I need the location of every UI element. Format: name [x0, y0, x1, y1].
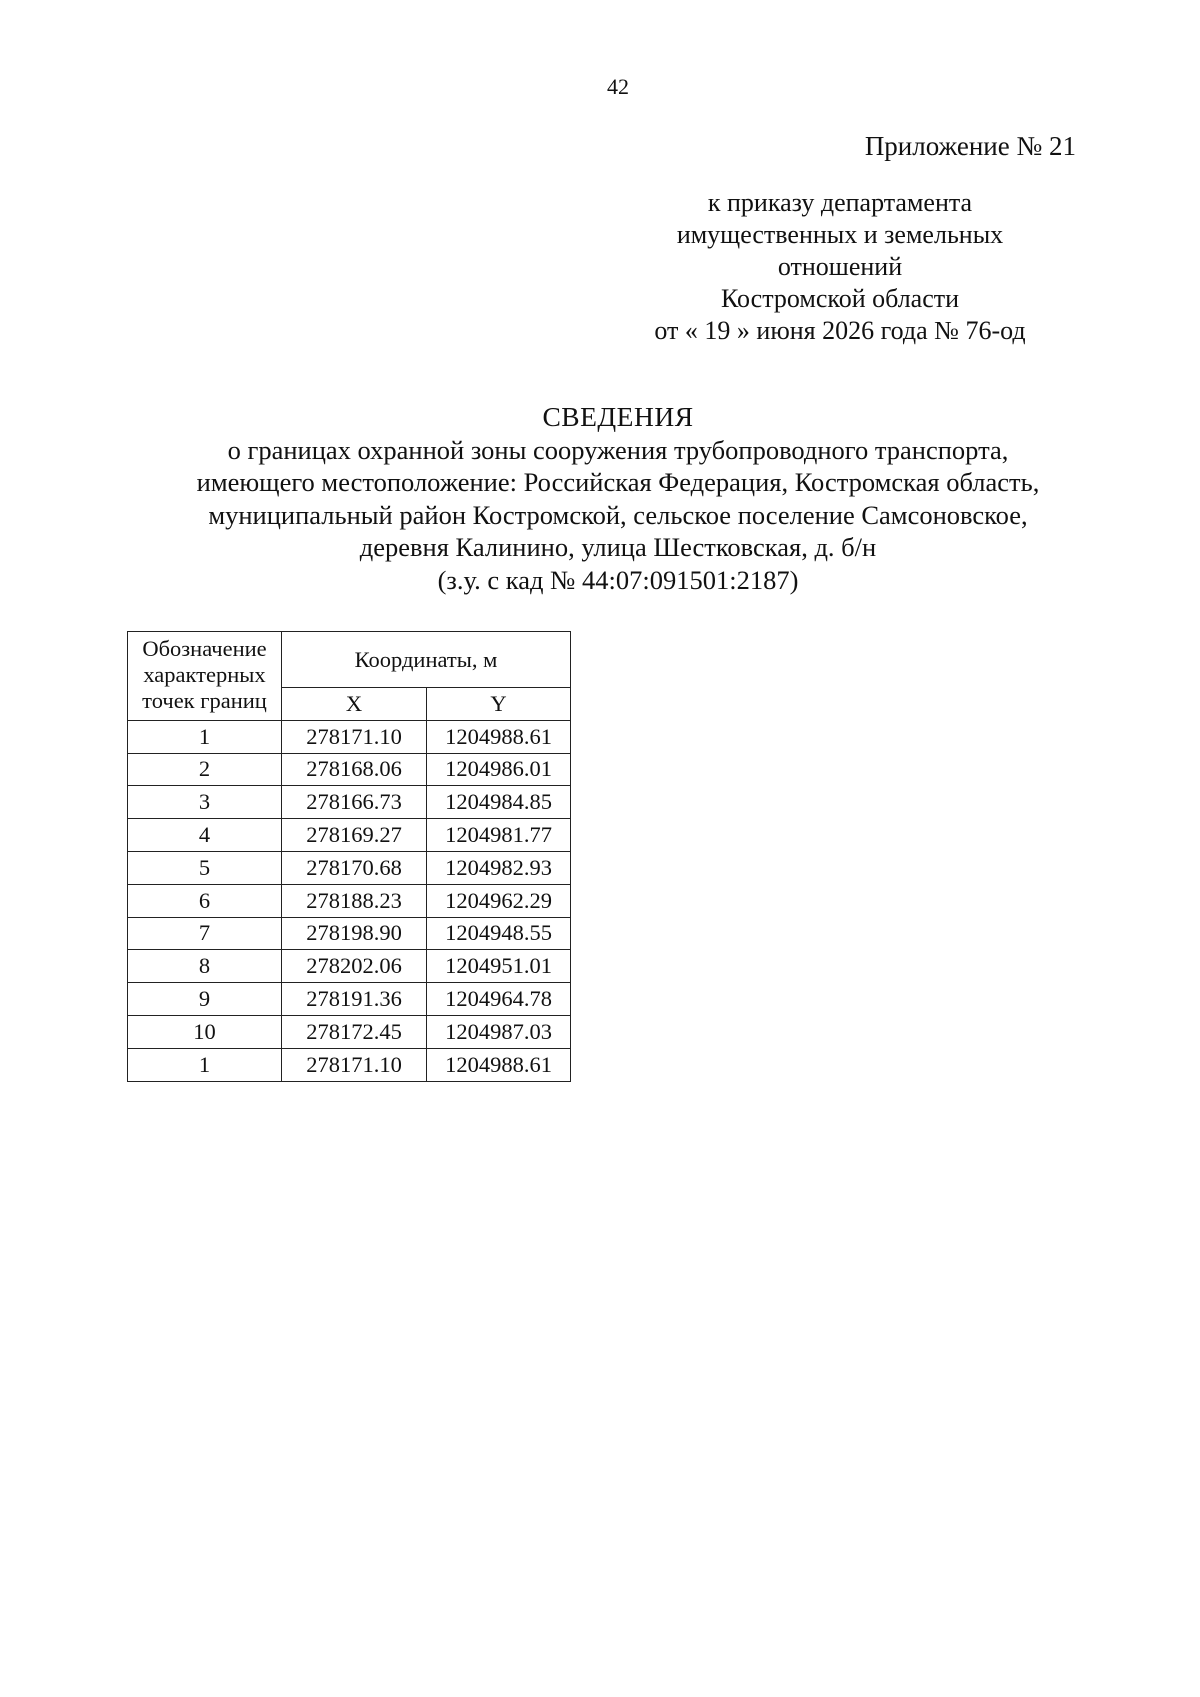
table-row: [128, 786, 571, 819]
cadastral-number-line: (з.у. с кад № 44:07:091501:2187): [437, 564, 799, 595]
point-cell: 5: [128, 851, 282, 884]
table-row: [128, 983, 571, 1016]
table-row: [128, 851, 571, 884]
point-header-line: Обозначение: [142, 636, 267, 661]
coordinates-header: Координаты, м: [282, 632, 571, 688]
table-row: [128, 819, 571, 852]
order-date-line: от « 19 » июня 2026 года № 76-од: [654, 316, 1026, 345]
x-header: X: [282, 688, 427, 721]
y-coordinate-cell: 1204948.55: [427, 917, 571, 950]
order-reference: [620, 187, 1060, 347]
subtitle-line: деревня Калинино, улица Шестковская, д. б/н: [359, 532, 877, 562]
x-coordinate-cell: 278168.06: [282, 753, 427, 786]
x-coordinate-cell: 278171.10: [282, 720, 427, 753]
x-coordinate-cell: 278198.90: [282, 917, 427, 950]
point-cell: 10: [128, 1015, 282, 1048]
x-coordinate-cell: 278188.23: [282, 884, 427, 917]
table-header-row: [128, 632, 571, 688]
order-line: имущественных и земельных: [676, 220, 1004, 249]
y-coordinate-cell: 1204987.03: [427, 1015, 571, 1048]
point-cell: 4: [128, 819, 282, 852]
point-cell: 3: [128, 786, 282, 819]
table-row: [128, 1048, 571, 1081]
point-cell: 8: [128, 950, 282, 983]
point-cell: 1: [128, 720, 282, 753]
order-line: отношений: [777, 252, 903, 281]
y-coordinate-cell: 1204984.85: [427, 786, 571, 819]
y-coordinate-cell: 1204982.93: [427, 851, 571, 884]
document-title: [0, 401, 1200, 596]
y-coordinate-cell: 1204988.61: [427, 1048, 571, 1081]
x-coordinate-cell: 278172.45: [282, 1015, 427, 1048]
y-coordinate-cell: 1204981.77: [427, 819, 571, 852]
y-coordinate-cell: 1204962.29: [427, 884, 571, 917]
page-number: 42: [607, 74, 629, 99]
point-header-line: точек границ: [142, 688, 267, 713]
coordinates-table: [127, 631, 571, 1082]
x-coordinate-cell: 278171.10: [282, 1048, 427, 1081]
table-row: [128, 917, 571, 950]
appendix-label: Приложение № 21: [864, 131, 1076, 161]
subtitle-line: муниципальный район Костромской, сельское поселение Самсоновское,: [208, 499, 1028, 530]
point-header: [128, 632, 282, 721]
x-coordinate-cell: 278170.68: [282, 851, 427, 884]
y-coordinate-cell: 1204964.78: [427, 983, 571, 1016]
subtitle-line: о границах охранной зоны сооружения трубопроводного транспорта,: [227, 434, 1009, 465]
point-header-line: характерных: [143, 662, 266, 687]
order-line: к приказу департамента: [707, 188, 973, 217]
y-header: Y: [427, 688, 571, 721]
table-row: [128, 884, 571, 917]
x-coordinate-cell: 278202.06: [282, 950, 427, 983]
x-coordinate-cell: 278191.36: [282, 983, 427, 1016]
order-line: Костромской области: [720, 284, 960, 313]
table-row: [128, 950, 571, 983]
subtitle-line: имеющего местоположение: Российская Федерация, Костромская область,: [196, 467, 1040, 497]
y-coordinate-cell: 1204951.01: [427, 950, 571, 983]
table-row: [128, 720, 571, 753]
x-coordinate-cell: 278169.27: [282, 819, 427, 852]
point-cell: 6: [128, 884, 282, 917]
document-heading: СВЕДЕНИЯ: [542, 401, 694, 432]
point-cell: 7: [128, 917, 282, 950]
table-row: [128, 1015, 571, 1048]
y-coordinate-cell: 1204986.01: [427, 753, 571, 786]
x-coordinate-cell: 278166.73: [282, 786, 427, 819]
point-cell: 9: [128, 983, 282, 1016]
point-cell: 1: [128, 1048, 282, 1081]
table-row: [128, 753, 571, 786]
point-cell: 2: [128, 753, 282, 786]
y-coordinate-cell: 1204988.61: [427, 720, 571, 753]
